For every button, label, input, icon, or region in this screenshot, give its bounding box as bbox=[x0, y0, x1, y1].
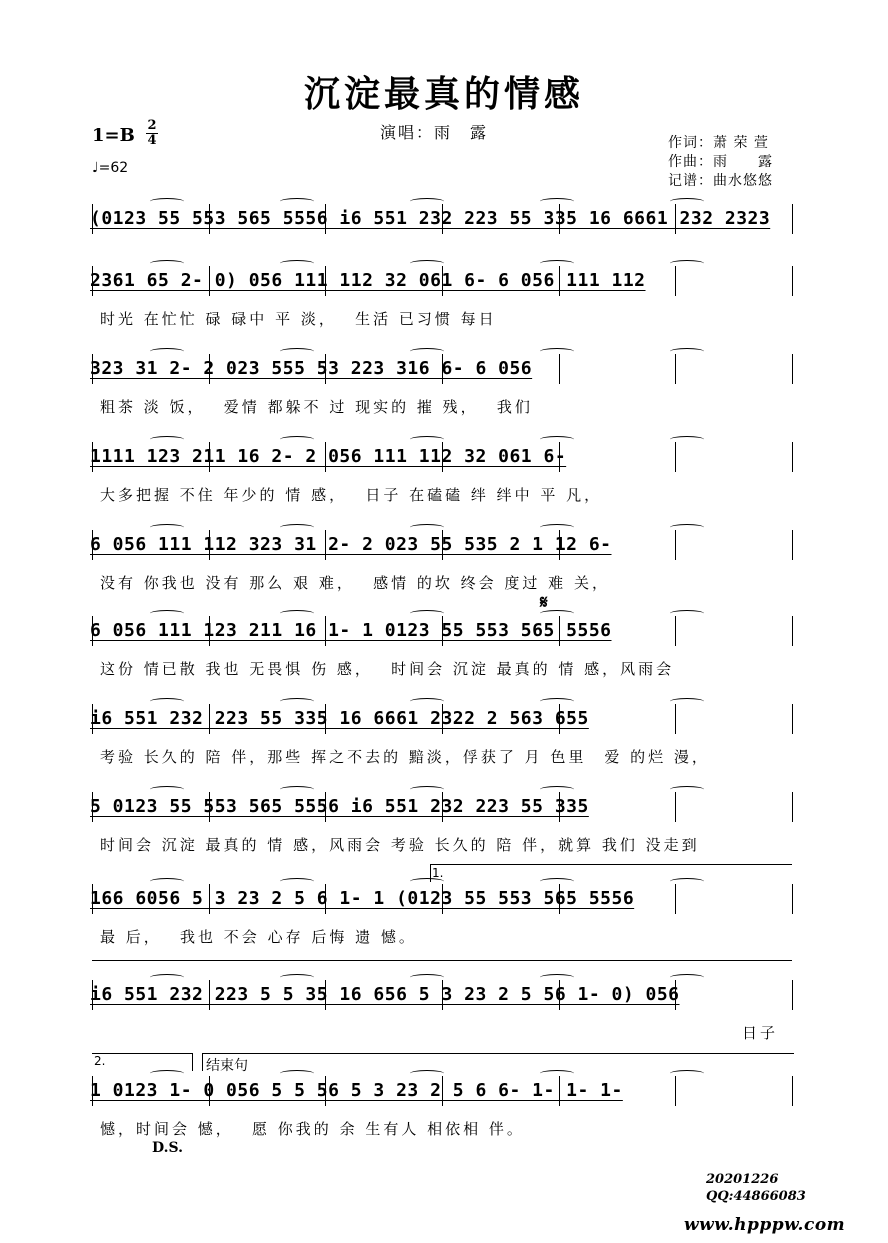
bar-line bbox=[675, 884, 676, 914]
bar-line bbox=[92, 884, 93, 914]
bar-line bbox=[209, 204, 210, 234]
bar-line bbox=[792, 884, 793, 914]
slur-mark bbox=[670, 436, 704, 443]
bar-line bbox=[92, 442, 93, 472]
bar-line bbox=[92, 792, 93, 822]
first-ending-bracket-cont bbox=[92, 960, 792, 961]
credits-block bbox=[668, 134, 773, 191]
bar-line bbox=[559, 530, 560, 560]
slur-mark bbox=[410, 524, 444, 531]
slur-mark bbox=[410, 974, 444, 981]
bar-line bbox=[675, 616, 676, 646]
slur-mark bbox=[540, 878, 574, 885]
second-ending-bracket-right bbox=[192, 1053, 193, 1071]
slur-mark bbox=[670, 878, 704, 885]
bar-line bbox=[92, 204, 93, 234]
singer-credit: 演唱：雨 露 bbox=[380, 123, 489, 142]
slur-mark bbox=[670, 698, 704, 705]
note-group: 2361 65 2- 0) 056 111 112 32 061 6- 6 056 111 112 bbox=[90, 270, 646, 291]
slur-mark bbox=[410, 436, 444, 443]
note-group: 5 0123 55 553 565 5556 i6 551 232 223 55 335 bbox=[90, 796, 589, 817]
song-title: 沉淀最真的情感 bbox=[303, 73, 584, 115]
bar-line bbox=[92, 616, 93, 646]
bar-line bbox=[442, 442, 443, 472]
note-group: 6 056 111 112 323 31 2- 2 023 55 535 2 1 12 6- bbox=[90, 534, 612, 555]
bar-line bbox=[442, 884, 443, 914]
ds-marking: D.S. bbox=[152, 1140, 184, 1156]
bar-line bbox=[675, 792, 676, 822]
bar-line bbox=[325, 704, 326, 734]
bar-line bbox=[792, 266, 793, 296]
bar-line bbox=[792, 616, 793, 646]
key-signature: 1=B bbox=[92, 125, 135, 146]
bar-line bbox=[442, 1076, 443, 1106]
bar-line bbox=[442, 204, 443, 234]
slur-mark bbox=[410, 198, 444, 205]
slur-mark bbox=[150, 348, 184, 355]
slur-mark bbox=[670, 786, 704, 793]
bar-line bbox=[92, 530, 93, 560]
segno-sign: 𝄋 bbox=[540, 592, 548, 613]
bar-line bbox=[675, 530, 676, 560]
slur-mark bbox=[670, 974, 704, 981]
slur-mark bbox=[150, 878, 184, 885]
bar-line bbox=[442, 354, 443, 384]
slur-mark bbox=[410, 1070, 444, 1077]
bar-line bbox=[792, 792, 793, 822]
bar-line bbox=[325, 792, 326, 822]
bar-line bbox=[675, 1076, 676, 1106]
note-group: i6 551 232 223 5 5 35 16 656 5 3 23 2 5 56 1- 0) 056 bbox=[90, 984, 680, 1005]
slur-mark bbox=[540, 260, 574, 267]
notation-row bbox=[90, 888, 796, 909]
bar-line bbox=[559, 704, 560, 734]
bar-line bbox=[675, 704, 676, 734]
lyric-line: 这份 情已散 我也 无畏惧 伤 感， 时间会 沉淀 最真的 情 感，风雨会 bbox=[100, 660, 675, 678]
first-ending-bracket-left bbox=[430, 864, 431, 882]
bar-line bbox=[442, 530, 443, 560]
notation-row bbox=[90, 446, 796, 467]
slur-mark bbox=[150, 786, 184, 793]
coda-label: 结束句 bbox=[206, 1058, 248, 1074]
bar-line bbox=[92, 980, 93, 1010]
bar-line bbox=[792, 354, 793, 384]
notation-row bbox=[90, 708, 796, 729]
lyric-line: 最 后， 我也 不会 心存 后悔 遗 憾。 bbox=[100, 928, 417, 946]
bar-line bbox=[675, 354, 676, 384]
bar-line bbox=[209, 354, 210, 384]
tempo-marking: ♩=62 bbox=[92, 160, 129, 176]
footer-date: 20201226 bbox=[706, 1172, 779, 1187]
slur-mark bbox=[280, 198, 314, 205]
slur-mark bbox=[540, 348, 574, 355]
coda-bracket bbox=[202, 1053, 794, 1054]
bar-line bbox=[325, 442, 326, 472]
bar-line bbox=[559, 442, 560, 472]
bar-line bbox=[209, 530, 210, 560]
bar-line bbox=[209, 792, 210, 822]
bar-line bbox=[325, 266, 326, 296]
slur-mark bbox=[280, 974, 314, 981]
second-ending-bracket bbox=[92, 1053, 192, 1054]
bar-line bbox=[209, 616, 210, 646]
first-ending-label: 1. bbox=[432, 866, 444, 880]
slur-mark bbox=[280, 260, 314, 267]
composer-credit: 作曲：雨 露 bbox=[668, 154, 773, 170]
slur-mark bbox=[670, 524, 704, 531]
time-signature bbox=[146, 120, 158, 147]
note-group: 6 056 111 123 211 16 1- 1 0123 55 553 565 5556 bbox=[90, 620, 612, 641]
bar-line bbox=[675, 266, 676, 296]
bar-line bbox=[792, 980, 793, 1010]
bar-line bbox=[92, 704, 93, 734]
slur-mark bbox=[280, 878, 314, 885]
lyric-line: 没有 你我也 没有 那么 艰 难， 感情 的坎 终会 度过 难 关， bbox=[100, 574, 610, 592]
slur-mark bbox=[150, 524, 184, 531]
bar-line bbox=[442, 616, 443, 646]
notation-row bbox=[90, 208, 796, 229]
slur-mark bbox=[670, 1070, 704, 1077]
bar-line bbox=[209, 442, 210, 472]
time-signature-top: 2 bbox=[147, 118, 157, 133]
slur-mark bbox=[670, 260, 704, 267]
slur-mark bbox=[670, 610, 704, 617]
slur-mark bbox=[280, 348, 314, 355]
notation-row bbox=[90, 358, 796, 379]
slur-mark bbox=[540, 198, 574, 205]
bar-line bbox=[792, 204, 793, 234]
slur-mark bbox=[540, 786, 574, 793]
slur-mark bbox=[670, 198, 704, 205]
bar-line bbox=[559, 266, 560, 296]
bar-line bbox=[92, 266, 93, 296]
bar-line bbox=[325, 530, 326, 560]
bar-line bbox=[675, 442, 676, 472]
slur-mark bbox=[150, 698, 184, 705]
bar-line bbox=[559, 204, 560, 234]
bar-line bbox=[559, 354, 560, 384]
note-group: 166 6056 5 3 23 2 5 6 1- 1 (0123 55 553 565 5556 bbox=[90, 888, 635, 909]
bar-line bbox=[325, 354, 326, 384]
footer-website: www.hpppw.com bbox=[684, 1215, 846, 1235]
bar-line bbox=[209, 266, 210, 296]
lyric-line: 粗茶 淡 饭， 爱情 都躲不 过 现实的 摧 残， 我们 bbox=[100, 398, 533, 416]
bar-line bbox=[792, 442, 793, 472]
slur-mark bbox=[280, 1070, 314, 1077]
lyricist-credit: 作词：萧 荣 萱 bbox=[668, 135, 769, 151]
slur-mark bbox=[280, 698, 314, 705]
bar-line bbox=[209, 1076, 210, 1106]
bar-line bbox=[325, 616, 326, 646]
note-group: 1 0123 1- 0 056 5 5 56 5 3 23 2 5 6 6- 1- 1- 1- bbox=[90, 1080, 623, 1101]
bar-line bbox=[675, 204, 676, 234]
bar-line bbox=[559, 616, 560, 646]
time-signature-bottom: 4 bbox=[147, 133, 157, 148]
lyric-line: 时光 在忙忙 碌 碌中 平 淡， 生活 已习惯 每日 bbox=[100, 310, 497, 328]
slur-mark bbox=[150, 260, 184, 267]
lyric-line: 大多把握 不住 年少的 情 感， 日子 在磕磕 绊 绊中 平 凡， bbox=[100, 486, 603, 504]
notation-row bbox=[90, 984, 796, 1005]
bar-line bbox=[209, 884, 210, 914]
second-ending-label: 2. bbox=[94, 1054, 106, 1068]
footer-qq: QQ:44866083 bbox=[706, 1189, 806, 1204]
lyric-line: 日子 bbox=[742, 1024, 779, 1042]
slur-mark bbox=[150, 198, 184, 205]
bar-line bbox=[325, 980, 326, 1010]
lyric-line: 时间会 沉淀 最真的 情 感，风雨会 考验 长久的 陪 伴，就算 我们 没走到 bbox=[100, 836, 700, 854]
bar-line bbox=[442, 266, 443, 296]
slur-mark bbox=[410, 348, 444, 355]
transcriber-credit: 记谱：曲水悠悠 bbox=[668, 173, 773, 189]
slur-mark bbox=[670, 348, 704, 355]
slur-mark bbox=[410, 786, 444, 793]
notation-row bbox=[90, 270, 796, 291]
note-group: 323 31 2- 2 023 555 53 223 316 6- 6 056 bbox=[90, 358, 533, 379]
notation-row bbox=[90, 796, 796, 817]
bar-line bbox=[325, 1076, 326, 1106]
slur-mark bbox=[540, 974, 574, 981]
slur-mark bbox=[280, 610, 314, 617]
bar-line bbox=[325, 204, 326, 234]
note-group: i6 551 232 223 55 335 16 6661 2322 2 563 655 bbox=[90, 708, 589, 729]
bar-line bbox=[209, 704, 210, 734]
slur-mark bbox=[540, 524, 574, 531]
bar-line bbox=[559, 980, 560, 1010]
notation-row bbox=[90, 1080, 796, 1101]
slur-mark bbox=[150, 1070, 184, 1077]
slur-mark bbox=[540, 436, 574, 443]
bar-line bbox=[442, 980, 443, 1010]
slur-mark bbox=[280, 524, 314, 531]
bar-line bbox=[792, 1076, 793, 1106]
bar-line bbox=[92, 1076, 93, 1106]
slur-mark bbox=[410, 610, 444, 617]
bar-line bbox=[559, 884, 560, 914]
lyric-line: 考验 长久的 陪 伴，那些 挥之不去的 黯淡，俘获了 月 色里 爱 的烂 漫， bbox=[100, 748, 710, 766]
notation-row bbox=[90, 534, 796, 555]
coda-bracket-left bbox=[202, 1053, 203, 1071]
first-ending-bracket bbox=[430, 864, 792, 865]
slur-mark bbox=[410, 698, 444, 705]
bar-line bbox=[209, 980, 210, 1010]
bar-line bbox=[792, 704, 793, 734]
slur-mark bbox=[540, 698, 574, 705]
slur-mark bbox=[280, 786, 314, 793]
slur-mark bbox=[150, 436, 184, 443]
bar-line bbox=[559, 1076, 560, 1106]
note-group: (0123 55 553 565 5556 i6 551 232 223 55 335 16 6661 232 2323 bbox=[90, 208, 771, 229]
notation-row bbox=[90, 620, 796, 641]
bar-line bbox=[442, 792, 443, 822]
slur-mark bbox=[150, 610, 184, 617]
bar-line bbox=[92, 354, 93, 384]
slur-mark bbox=[540, 1070, 574, 1077]
bar-line bbox=[559, 792, 560, 822]
bar-line bbox=[325, 884, 326, 914]
bar-line bbox=[442, 704, 443, 734]
slur-mark bbox=[410, 260, 444, 267]
lyric-line: 憾，时间会 憾， 愿 你我的 余 生有人 相依相 伴。 bbox=[100, 1120, 525, 1138]
slur-mark bbox=[150, 974, 184, 981]
note-group: 1111 123 211 16 2- 2 056 111 112 32 061 6- bbox=[90, 446, 567, 467]
slur-mark bbox=[280, 436, 314, 443]
bar-line bbox=[675, 980, 676, 1010]
bar-line bbox=[792, 530, 793, 560]
